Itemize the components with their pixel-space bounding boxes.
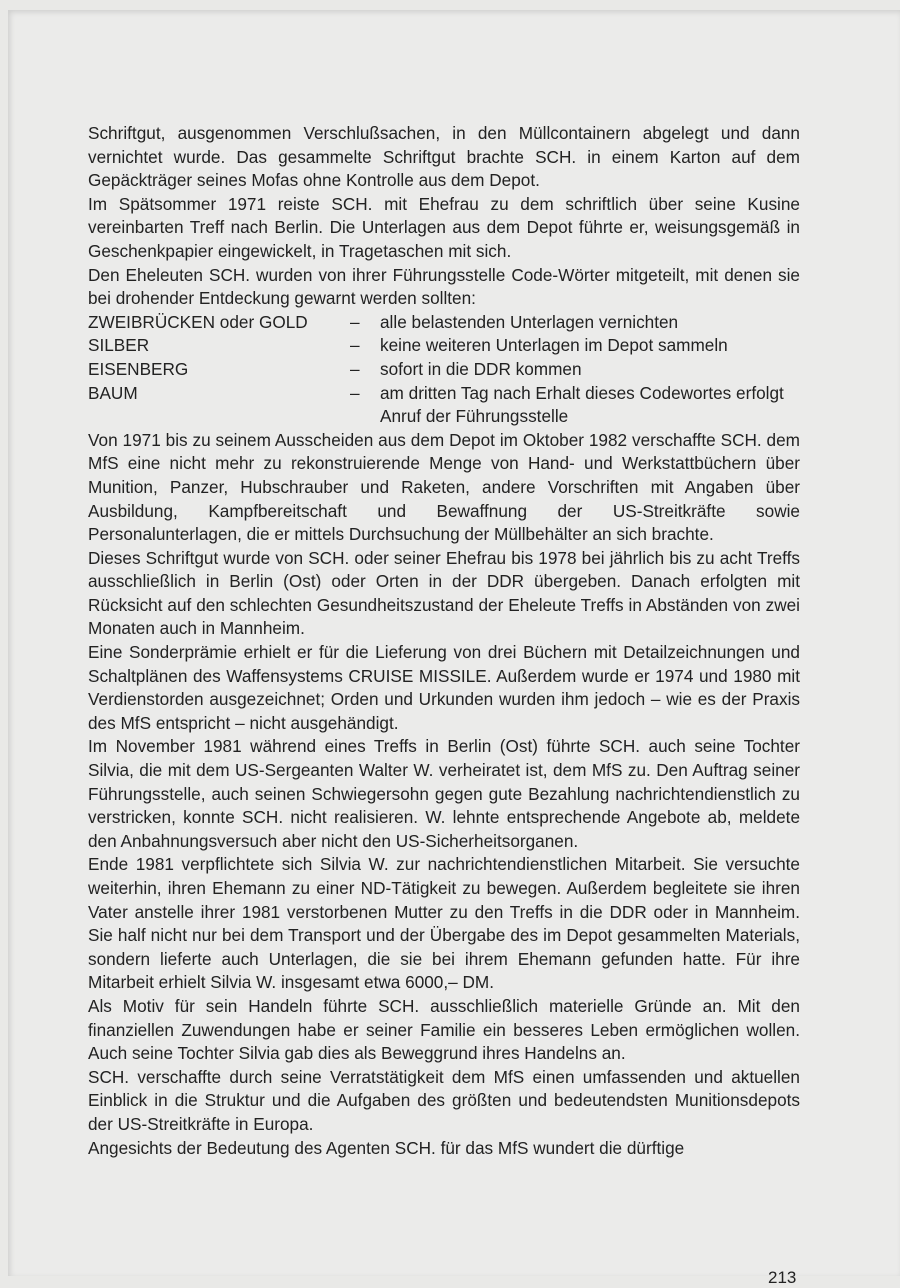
- code-dash: –: [350, 311, 360, 332]
- page-number: 213: [768, 1268, 797, 1287]
- code-dash: –: [350, 358, 360, 379]
- code-word: EISENBERG: [88, 358, 189, 379]
- code-dash: –: [350, 382, 360, 403]
- code-meaning: keine weiteren Unterlagen im Depot sammeln: [380, 335, 728, 356]
- code-row: [88, 311, 800, 335]
- body-text: [88, 122, 800, 1160]
- document-page: [8, 10, 900, 1287]
- paragraph: Ende 1981 verpflichtete sich Silvia W. zur nachrichtendienstlichen Mitarbeit. Sie versuchte weiterhin, ihren Ehemann zu einer ND-Tätigkeit zu bewegen. Außerdem begleitete sie ihren Vater anstelle ihrer 1981 verstorbenen Mutter zu den Treffs in die DDR oder in Mannheim. Sie half nicht nur bei dem Transport und der Übergabe des im Depot gesammelten Materials, sondern lieferte auch Unterlagen, die sie bei ihrem Ehemann gefunden hatte. Für ihre Mitarbeit erhielt Silvia W. insgesamt etwa 6000,– DM.: [88, 854, 800, 993]
- paragraph: Den Eheleuten SCH. wurden von ihrer Führungsstelle Code-Wörter mitgeteilt, mit denen sie bei drohender Entdeckung gewarnt werden sollten:: [88, 264, 800, 309]
- code-meaning: sofort in die DDR kommen: [380, 358, 582, 379]
- paragraph: Schriftgut, ausgenommen Verschlußsachen, in den Müllcontainern abgelegt und dann vernichtet wurde. Das gesammelte Schriftgut brachte SCH. in einem Karton auf dem Gepäckträger seines Mofas ohne Kontrolle aus dem Depot.: [88, 123, 800, 191]
- code-word: ZWEIBRÜCKEN oder GOLD: [88, 311, 308, 332]
- code-word: SILBER: [88, 335, 150, 356]
- paragraph: Von 1971 bis zu seinem Ausscheiden aus dem Depot im Oktober 1982 verschaffte SCH. dem MfS eine nicht mehr zu rekonstruierende Menge von Hand- und Werkstattbüchern über Munition, Panzer, Hubschrauber und Raketen, andere Vorschriften mit Angaben über Ausbildung, Kampfbereitschaft und Bewaffnung der US-Streitkräfte sowie Personalunterlagen, die er mittels Durchsuchung der Müllbehälter an sich brachte.: [88, 429, 800, 545]
- code-word: BAUM: [88, 382, 138, 403]
- code-word-list: [88, 311, 800, 429]
- code-row: [88, 334, 800, 358]
- code-dash: –: [350, 335, 360, 356]
- code-row: [88, 358, 800, 382]
- code-meaning: am dritten Tag nach Erhalt dieses Codewortes erfolgt Anruf der Führungsstelle: [380, 382, 784, 427]
- code-row: [88, 382, 800, 429]
- paragraph: Als Motiv für sein Handeln führte SCH. ausschließlich materielle Gründe an. Mit den finanziellen Zuwendungen habe er seiner Familie ein besseres Leben ermöglichen wollen. Auch seine Tochter Silvia gab dies als Beweggrund ihres Handelns an.: [88, 995, 800, 1064]
- paragraph: Im Spätsommer 1971 reiste SCH. mit Ehefrau zu dem schriftlich über seine Kusine vereinbarten Treff nach Berlin. Die Unterlagen aus dem Depot führte er, weisungsgemäß in Geschenkpapier eingewickelt, in Tragetaschen mit sich.: [88, 193, 800, 261]
- code-meaning: alle belastenden Unterlagen vernichten: [380, 311, 679, 332]
- paragraph: Eine Sonderprämie erhielt er für die Lieferung von drei Büchern mit Detailzeichnungen und Schaltplänen des Waffensystems CRUISE MISSILE. Außerdem wurde er 1974 und 1980 mit Verdienstorden ausgezeichnet; Orden und Urkunden wurden ihm jedoch – wie es der Praxis des MfS entspricht – nicht ausgehändigt.: [88, 642, 800, 733]
- paragraph: Angesichts der Bedeutung des Agenten SCH. für das MfS wundert die dürftige: [88, 1137, 685, 1158]
- paragraph: Dieses Schriftgut wurde von SCH. oder seiner Ehefrau bis 1978 bei jährlich bis zu acht Treffs ausschließlich in Berlin (Ost) oder Orten in der DDR übergeben. Danach erfolgten mit Rücksicht auf den schlechten Gesundheitszustand der Eheleute Treffs in Abständen von zwei Monaten auch in Mannheim.: [88, 547, 800, 639]
- paragraph: Im November 1981 während eines Treffs in Berlin (Ost) führte SCH. auch seine Tochter Silvia, die mit dem US-Sergeanten Walter W. verheiratet ist, dem MfS zu. Den Auftrag seiner Führungsstelle, auch seinen Schwiegersohn gegen gute Bezahlung nachrichtendienstlich zu verstricken, konnte SCH. nicht realisieren. W. lehnte entsprechende Angebote ab, meldete den Anbahnungsversuch aber nicht den US-Sicherheitsorganen.: [88, 736, 800, 851]
- paragraph: SCH. verschaffte durch seine Verratstätigkeit dem MfS einen umfassenden und aktuellen Einblick in die Struktur und die Aufgaben des größten und bedeutendsten Munitionsdepots der US-Streitkräfte in Europa.: [88, 1066, 800, 1134]
